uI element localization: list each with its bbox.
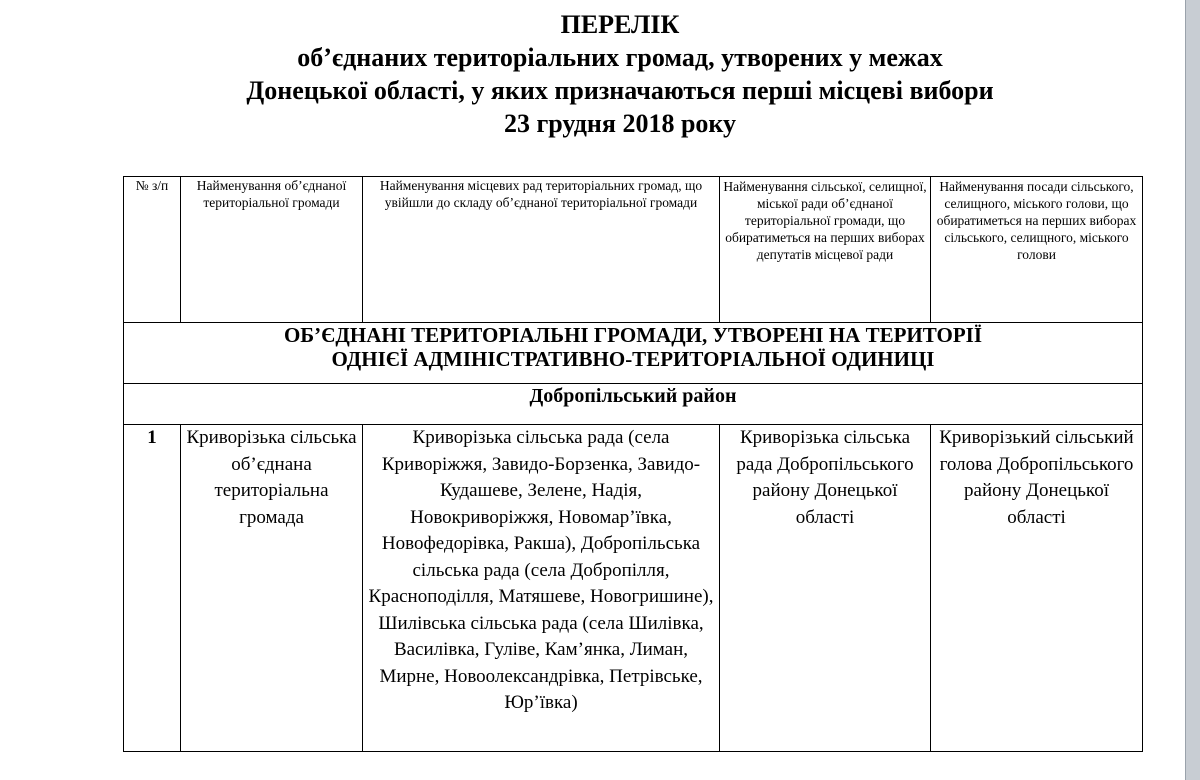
section-line-2: ОДНІЄЇ АДМІНІСТРАТИВНО-ТЕРИТОРІАЛЬНОЇ ОДИНИЦІ xyxy=(331,347,935,371)
header-head-title: Найменування посади сільського, селищного, міського голови, що обиратиметься на перших виборах сільського, селищного, міського голови xyxy=(931,177,1143,323)
title-line-3: Донецької області, у яких призначаються перші місцеві вибори xyxy=(246,76,994,105)
header-councils: Найменування місцевих рад територіальних громад, що увійшли до складу об’єднаної територіальної громади xyxy=(363,177,720,323)
section-line-1: ОБ’ЄДНАНІ ТЕРИТОРІАЛЬНІ ГРОМАДИ, УТВОРЕНІ НА ТЕРИТОРІЇ xyxy=(283,323,983,347)
table-header-row xyxy=(124,177,1143,323)
title-line-2: об’єднаних територіальних громад, утворених у межах xyxy=(297,43,943,72)
cell-head-title: Криворізький сільський голова Добропільського району Донецької області xyxy=(931,425,1143,752)
cell-num: 1 xyxy=(124,425,181,752)
section-row xyxy=(124,323,1143,384)
table-row xyxy=(124,425,1143,752)
cell-councils: Криворізька сільська рада (села Криворіжжя, Завидо-Борзенка, Завидо-Кудашеве, Зелене, Надія, Новокриворіжжя, Новомар’ївка, Новофедорівка, Ракша), Добропільська сільська рада (села Добропілля, Красноподілля, Матяшеве, Новогришине), Шилівська сільська рада (села Шилівка, Василівка, Гуліве, Кам’янка, Лиман, Мирне, Новоолександрівка, Петрівське, Юр’ївка) xyxy=(363,425,720,752)
district-heading: Добропільський район xyxy=(124,384,1143,425)
header-council-name: Найменування сільської, селищної, міської ради об’єднаної територіальної громади, що обиратиметься на перших виборах депутатів місцевої ради xyxy=(720,177,931,323)
header-num: № з/п xyxy=(124,177,181,323)
district-row xyxy=(124,384,1143,425)
window-edge xyxy=(1185,0,1200,780)
document-title xyxy=(0,8,1200,140)
header-community: Найменування об’єднаної територіальної громади xyxy=(181,177,363,323)
title-line-1: ПЕРЕЛІК xyxy=(560,10,680,39)
title-line-4: 23 грудня 2018 року xyxy=(503,109,737,138)
communities-table xyxy=(123,176,1143,752)
section-heading xyxy=(124,323,1143,384)
cell-council-name: Криворізька сільська рада Добропільського району Донецької області xyxy=(720,425,931,752)
cell-community: Криворізька сільська об’єднана територіальна громада xyxy=(181,425,363,752)
